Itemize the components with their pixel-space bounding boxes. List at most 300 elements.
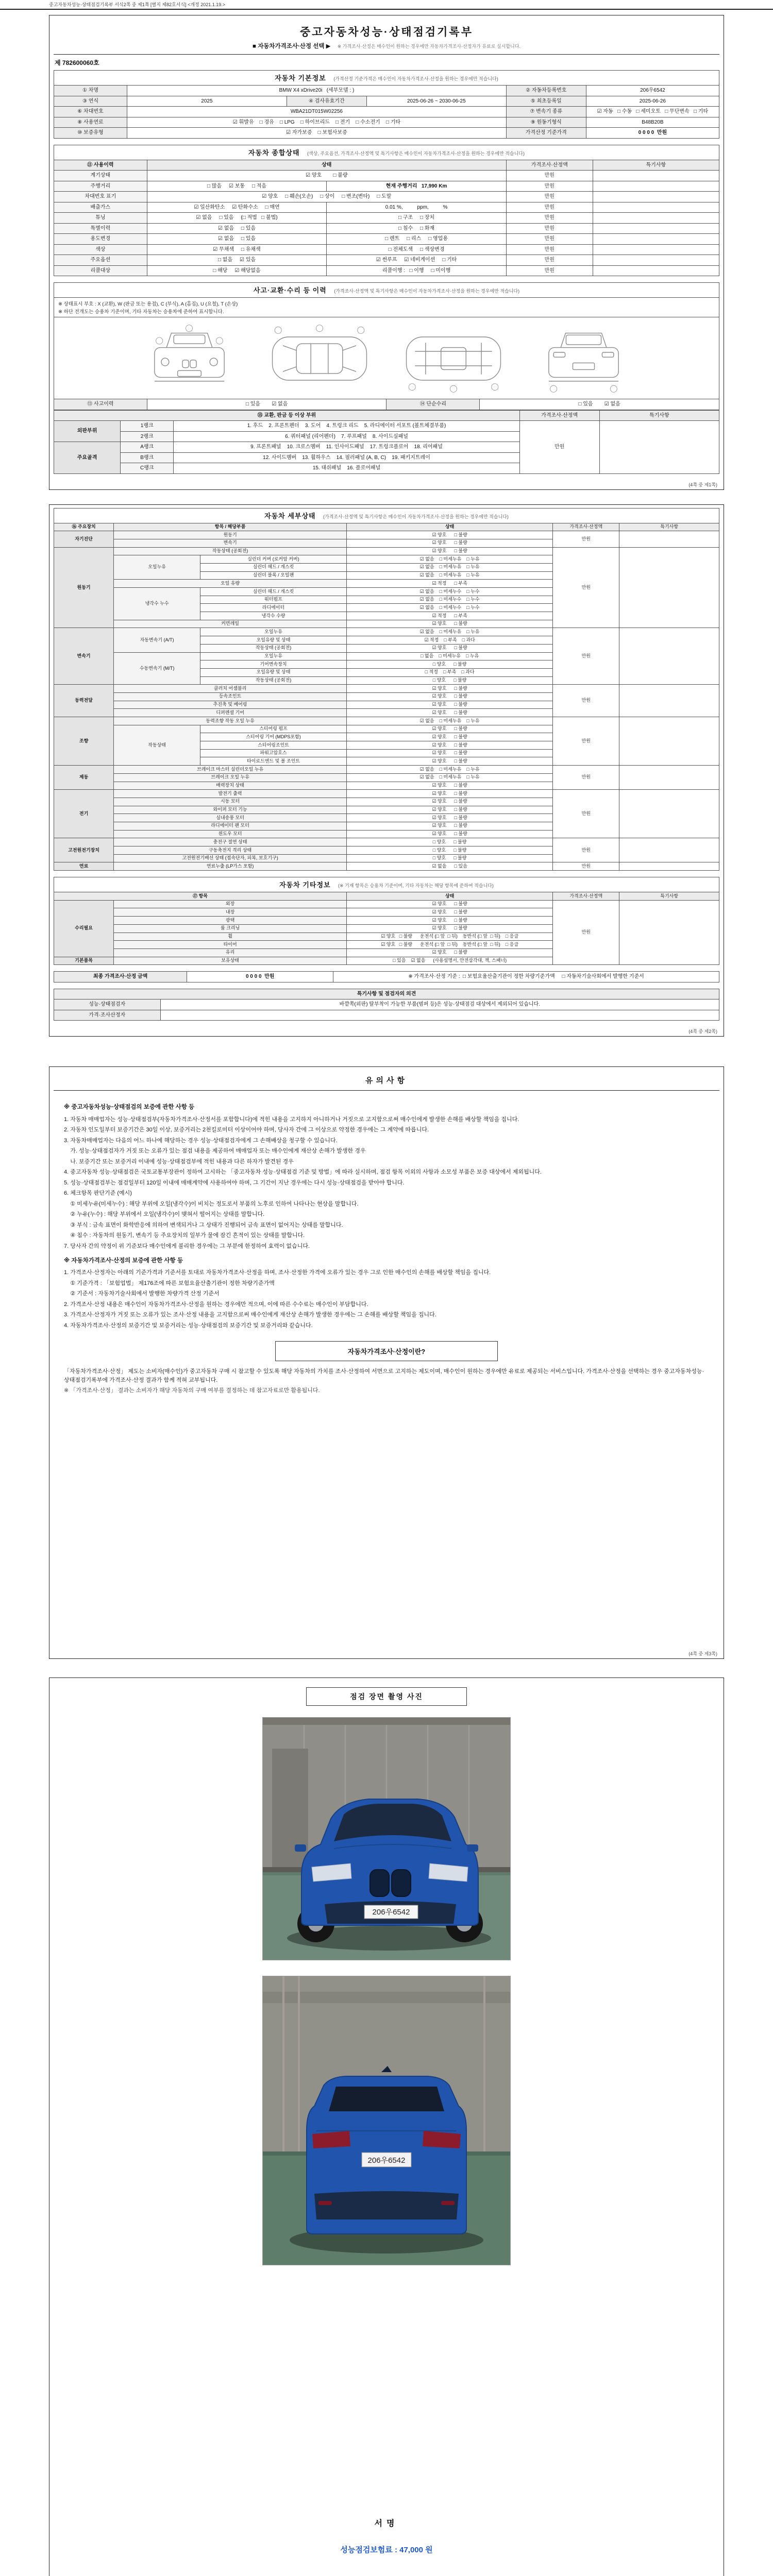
table-cell: 리콜이행 : □ 이행 □ 미이행 [327,265,507,276]
table-cell: 디퍼렌셜 기어 [114,709,347,717]
table-cell: 12. 사이드멤버 13. 휠하우스 14. 필러패널 (A, B, C) 19. 패키지트레이 [174,452,519,463]
table-row [54,838,719,846]
table-cell: ☑ 양호 □ 불량 [347,790,553,798]
detail-condition-table [54,523,719,871]
table-row [54,410,719,421]
table-row [54,685,719,693]
table-cell: 오일누유 [114,555,200,580]
table-cell: 특기사항 [619,523,719,531]
section-accident-header [54,282,719,297]
table-cell: B48B20B [586,117,719,128]
table-cell: ☑ 없음 □ 미세누유 □ 누유 [347,766,553,774]
table-cell: 6. 쿼터패널 (리어펜더) 7. 루프패널 8. 사이드실패널 [174,431,519,442]
table-cell: ☑ 양호 □ 불량 [347,822,553,830]
table-cell: 가격·조사산정자 [54,1010,161,1021]
section-title: 자동차 기본정보 [275,74,326,82]
notice-line: 5. 성능·상태점검부는 점검일부터 120일 이내에 매매계약에 사용하여야 하며, 그 기간이 지난 경우에는 다시 성능·상태점검을 받아야 합니다. [64,1179,405,1186]
photo-rear-illustration [263,1976,510,2265]
table-cell: 계기상태 [54,171,147,181]
table-cell: 15. 대쉬패널 16. 플로어패널 [174,463,519,474]
table-cell: C랭크 [121,463,174,474]
notice-line: 2. 자동차 인도일부터 보증기간은 30일 이상, 보증거리는 2천킬로미터 이상이어야 하며, 당사자 간에 그 이상으로 약정한 경우에는 그 계약에 따릅니다. [64,1127,429,1133]
table-cell: ⑯ 주요장치 [54,523,114,531]
table-cell: ☑ 무채색 □ 유채색 [147,244,327,255]
table-cell [619,531,719,547]
table-cell: ☑ 양호 □ 불량 [147,171,506,181]
table-cell: ☑ 양호 □ 불량 [347,814,553,822]
table-row [54,717,719,725]
notice-line: 3. 가격조사·산정자가 거짓 또는 오류가 있는 조사·산정 내용을 고지함으로써 매수인에게 재산상 손해가 발생한 경우에는 그 손해를 배상할 책임을 집니다. [64,1312,436,1318]
table-cell [593,255,719,266]
table-row [54,1010,719,1021]
notice-line: 가. 성능·상태점검자가 거짓 또는 오류가 있는 점검 내용을 제공하여 매매업자 또는 매수인에게 재산상 손해가 발생한 경우 [64,1148,366,1154]
table-cell [593,265,719,276]
table-row [54,989,719,999]
table-cell: 기어변속장치 [200,660,347,669]
table-cell: 만원 [506,171,593,181]
table-cell: 만원 [553,766,619,790]
etc-info-table [54,892,719,965]
table-cell: ☑ 양호 □ 불량 [347,900,553,908]
document-number: 제 782600060호 [55,59,99,66]
table-cell: 시동 모터 [114,798,347,806]
table-cell: ☑ 적정 □ 부족 □ 과다 [347,636,553,645]
table-cell: 광택 [114,917,347,925]
signature-area [54,2517,719,2576]
table-cell: 클러치 어셈블리 [114,685,347,693]
table-row [54,96,719,107]
table-cell: 만원 [553,531,619,547]
table-cell: ☑ 양호 □ 불량 [347,692,553,701]
table-cell: 만원 [506,181,593,192]
table-cell: ① 차명 [54,86,127,96]
table-cell: ☑ 양호 □ 불량 [347,749,553,757]
table-cell [160,1010,719,1021]
table-cell: 특기사항 [619,892,719,901]
legend-line: ※ 하단 전개도는 승용차 기준이며, 기타 자동차는 승용차에 준하여 표시합니다. [58,309,224,315]
price-select-note: ※ 가격조사·산정은 매수인이 원하는 경우에만 자동차가격조사·산정자가 유료로 실시합니다. [337,44,520,49]
table-cell: ☑ 없음 □ 미세누유 □ 누유 [347,563,553,571]
table-cell: ☑ 없음 □ 미세누유 □ 누유 [347,571,553,580]
table-cell: 만원 [506,192,593,202]
table-cell: ⑤ 최초등록일 [506,96,586,107]
table-cell: ☑ 양호 □ 불량 [347,644,553,652]
table-cell: ☑ 휘발유 □ 경유 □ LPG □ 하이브리드 □ 전기 □ 수소전기 □ 기타 [127,117,507,128]
inspection-photo-front [262,1717,511,1960]
table-cell [593,171,719,181]
table-cell: 특기사항 및 점검자의 의견 [54,989,719,999]
table-cell [593,192,719,202]
table-cell: 206우6542 [586,86,719,96]
table-row [54,628,719,636]
table-cell: 연료누출 (LP가스 포함) [114,862,347,871]
table-cell: 룸 크리닝 [114,924,347,933]
table-cell: 가격조사·산정액 [553,892,619,901]
inspector-opinion-table [54,989,719,1021]
table-cell: □ 없음 □ 미세누유 □ 누유 [347,652,553,660]
table-cell: ☑ 양호 □ 불량 [347,924,553,933]
car-diagram-front [137,323,242,395]
table-cell: 만원 [553,628,619,685]
table-cell: ☑ 적정 □ 부족 [347,580,553,588]
sheet-1 [49,15,724,490]
table-cell: ⑮ 교환, 판금 등 이상 부위 [54,410,520,421]
table-cell: ☑ 양호 □ 불량 [347,701,553,709]
section-detail-header [54,508,719,523]
table-cell: 만원 [506,223,593,234]
table-cell: □ 있음 ☑ 없음 [480,399,719,410]
table-row [54,790,719,798]
table-cell: ⑭ 단순수리 [386,399,480,410]
table-cell: 보유상태 [114,957,347,965]
table-cell: 동력조향 작동 오일 누유 [114,717,347,725]
table-cell: ☑ 없음 □ 있음 [347,862,553,871]
section-note: (가격조사·산정액 및 특기사항은 매수인이 자동차가격조사·산정을 원하는 경우에만 적습니다) [323,514,509,519]
table-cell: ⑧ 사용연료 [54,117,127,128]
table-cell: ☑ 양호 □ 불량 [347,908,553,917]
license-plate-text-rear: 206우6542 [367,2156,406,2165]
accident-history-table [54,399,719,410]
table-cell: 구동축전지 격리 상태 [114,846,347,855]
table-cell: 2025 [127,96,287,107]
table-cell: 작동상태 [114,725,200,765]
table-cell [619,685,719,717]
car-diagram-top [263,323,376,395]
table-cell: ☑ 없음 □ 미세누수 □ 누수 [347,596,553,604]
table-cell: ☑ 없음 □ 미세누유 □ 누유 [347,717,553,725]
table-cell: 냉각수 수량 [200,612,347,620]
table-cell: 수리필요 [54,900,114,957]
table-cell: 스티어링조인트 [200,741,347,750]
table-row [54,234,719,245]
table-cell: ⑦ 변속기 종류 [506,107,586,117]
table-cell: 바깥쪽(외판) 탈부착이 가능한 부품(범퍼 등)은 성능·상태점검 대상에서 제외되어 있습니다. [160,999,719,1010]
section-title: 자동차 기타정보 [279,881,331,889]
table-cell: 만원 [553,717,619,766]
price-definition-box: 자동차가격조사·산정이란? [275,1341,498,1361]
car-diagram-rear [531,323,636,395]
table-cell: ☑ 양호 □ 불량 운전석 (□ 앞 □ 뒤) 동반석 (□ 앞 □ 뒤) □ 응급 [347,933,553,941]
table-cell: 라디에이터 팬 모터 [114,822,347,830]
inspection-photo-rear [262,1976,511,2265]
table-cell: ☑ 양호 □ 불량 운전석 (□ 앞 □ 뒤) 동반석 (□ 앞 □ 뒤) □ 응급 [347,941,553,949]
table-row [54,107,719,117]
table-cell: ☑ 양호 □ 불량 [347,917,553,925]
table-cell: 실내송풍 모터 [114,814,347,822]
exchange-repair-table [54,410,719,474]
table-cell: □ 있음 ☑ 없음 [147,399,386,410]
table-cell: 만원 [506,255,593,266]
table-cell: ☑ 양호 □ 불량 [347,806,553,814]
table-cell: 커먼레일 [114,620,347,628]
table-cell: 만원 [506,265,593,276]
table-cell [619,766,719,790]
notice-line: 4. 중고자동차 성능·상태점검은 국토교통부장관이 정하여 고시하는 「중고자동차 성능·상태점검 기준 및 방법」에 따라 실시하며, 점검 항목 이외의 사항과 소모성 부품은 보증 대상에서 제외됩니다. [64,1169,542,1175]
table-cell: 상태 [147,160,506,171]
table-cell: ☑ 양호 □ 불량 [347,741,553,750]
final-price-table [54,971,719,982]
table-cell: 배출가스 [54,202,147,213]
table-cell: 수동변속기 (M/T) [114,652,200,685]
table-cell: 상태 [347,523,553,531]
table-cell [619,717,719,766]
table-cell: ☑ 양호 □ 불량 [347,948,553,957]
table-cell: 기본품목 [54,957,114,965]
table-cell [619,862,719,871]
table-row [54,531,719,539]
table-cell: 0 0 0 0 만원 [586,128,719,139]
table-cell: 윈도우 모터 [114,830,347,838]
form-reference: 중고자동차성능·상태점검기록부 서식2쪽 중 제1쪽 [별지 제82호서식] <개정 2021.1.19.> [49,2,226,7]
table-cell: 가격조사·산정액 [553,523,619,531]
table-cell: 가격조사·산정액 [519,410,599,421]
table-cell: ☑ 적정 □ 부족 [347,612,553,620]
table-cell: 타이로드엔드 및 볼 조인트 [200,757,347,766]
notice-footnote: ※ 「가격조사·산정」 결과는 소비자가 해당 자동차의 구매 여부를 결정하는 데 참고자료로만 활용됩니다. [64,1387,320,1394]
table-cell: □ 해당 ☑ 해당없음 [147,265,327,276]
table-cell: ☑ 없음 □ 있음 [147,234,327,245]
table-cell [593,244,719,255]
table-cell: 실린더 커버 (로커암 커버) [200,555,347,564]
legend-line: ※ 상태표시 부호 : X (교환), W (판금 또는 용접), C (부식), A (흠집), U (요철), T (손상) [58,301,238,307]
table-row [54,160,719,171]
table-cell: 만원 [519,421,599,474]
table-row [54,192,719,202]
table-cell: 변속기 [114,539,347,547]
table-row [54,202,719,213]
table-cell: 자기진단 [54,531,114,547]
notice-line: ② 누유(누수) : 해당 부위에서 오일(냉각수)이 맺혀서 떨어지는 상태를 말합니다. [64,1211,265,1217]
table-cell [619,838,719,862]
table-cell: □ 구조 □ 장치 [327,213,507,224]
table-cell: A랭크 [121,442,174,453]
notice-line: ① 미세누유(미세누수) : 해당 부위에 오일(냉각수)이 비치는 정도로서 부품의 노후로 인하여 나타나는 현상을 말합니다. [64,1200,359,1207]
table-row [54,547,719,555]
table-cell: 작동상태 (공회전) [200,644,347,652]
table-cell: 스티어링 기어 (MDPS포함) [200,733,347,741]
table-cell: 만원 [553,790,619,838]
table-cell: 1랭크 [121,421,174,432]
table-cell: 원동기 [54,547,114,628]
table-cell: 오일누유 [200,652,347,660]
notice-line: 6. 체크항목 판단기준 (예시) [64,1190,132,1196]
table-cell: 유리 [114,948,347,957]
blank-space [54,2281,719,2513]
price-select-row [54,42,719,50]
table-cell: 9. 프론트패널 10. 크로스멤버 11. 인사이드패널 17. 트렁크플로어 18. 리어패널 [174,442,519,453]
table-cell: 외판부위 [54,421,121,442]
table-cell: □ 양호 □ 불량 [347,838,553,846]
table-cell: ④ 검사유효기간 [287,96,366,107]
table-cell: 0.01 %, ppm, % [327,202,507,213]
table-cell: 주요옵션 [54,255,147,266]
table-cell [593,234,719,245]
table-row [54,223,719,234]
table-cell: ☑ 없음 □ 미세누수 □ 누수 [347,604,553,612]
table-cell [593,202,719,213]
table-cell: 브레이크 마스터 실린더오일 누유 [114,766,347,774]
table-cell: 와이퍼 모터 기능 [114,806,347,814]
table-cell: BMW X4 xDrive20i (세부모델 : ) [127,86,507,96]
table-row [54,181,719,192]
table-row [54,171,719,181]
table-cell: 만원 [553,547,619,628]
table-row [54,265,719,276]
table-cell: 제동 [54,766,114,790]
table-cell: 만원 [506,202,593,213]
table-cell: 내장 [114,908,347,917]
table-cell: ⑰ 항목 [54,892,347,901]
table-row [54,523,719,531]
table-cell: 고전원전기장치 [54,838,114,862]
table-cell: 상태 [347,892,553,901]
table-cell: 작동상태 (공회전) [114,547,347,555]
table-cell: 추진축 및 베어링 [114,701,347,709]
table-cell: ☑ 없음 □ 미세누유 □ 누유 [347,555,553,564]
table-cell: 고전원전기배선 상태 (접속단자, 피복, 보호기구) [114,854,347,862]
table-cell: 동력전달 [54,685,114,717]
signature-title: 서명 [374,2519,399,2529]
table-cell: □ 많음 ☑ 보통 □ 적음 [147,181,327,192]
notice-line: 나. 보증기간 또는 보증거리 이내에 성능·상태점검부에 적힌 내용과 다른 하자가 발견된 경우 [64,1158,294,1165]
table-cell: 브레이크 오일 누유 [114,773,347,782]
table-cell: 2025-06-26 [586,96,719,107]
top-rule [0,9,773,10]
table-row [54,399,719,410]
table-row [54,766,719,774]
notice-section-title: ※ 자동차가격조사·산정의 보증에 관한 사항 등 [64,1258,183,1264]
table-cell: 외장 [114,900,347,908]
page-note: (4쪽 중 제1쪽) [688,482,717,487]
table-cell: ☑ 양호 □ 불량 [347,539,553,547]
table-cell: 특기사항 [593,160,719,171]
table-cell: □ 양호 □ 불량 [347,660,553,669]
notice-line: ③ 부식 : 금속 표면이 화학반응에 의하여 변색되거나 그 상태가 진행되어 금속 표면이 없어지는 상태를 말합니다. [64,1222,343,1228]
table-cell: 만원 [553,900,619,965]
table-cell: ⑨ 원동기형식 [506,117,586,128]
table-cell: ⑥ 차대번호 [54,107,127,117]
notice-line: 7. 당사자 간의 약정이 위 기준보다 매수인에게 불리한 경우에는 그 부분에 한정하여 효력이 없습니다. [64,1243,310,1249]
table-cell: 최종 가격조사·산정 금액 [54,972,187,982]
notice-title: 유의사항 [54,1070,719,1091]
table-cell: 오일유량 및 상태 [200,668,347,676]
notice-line: ① 기준가격 : 「보험업법」 제176조에 따른 보험요율산출기관이 정한 차량기준가액 [64,1280,275,1286]
price-definition-text: 「자동차가격조사·산정」 제도는 소비자(매수인)가 중고자동차 구매 시 참고할 수 있도록 해당 자동차의 가치를 조사·산정하여 서면으로 고지하는 제도이며, 매수인이 원하는 경우에만 유료로 제공되는 서비스입니다. 가격조사·산정을 선택하는 경우 중고자동차성능·상태점검기록부에 가격조사·산정 결과가 함께 적혀 교부됩니다. [64,1368,704,1383]
table-cell: 조향 [54,717,114,766]
table-cell: ☑ 양호 □ 불량 [347,547,553,555]
table-cell: ※ 가격조사·산정 기준 : □ 보험요율산출기관이 정한 차량기준가액 □ 자동차기술사회에서 발행한 기준서 [333,972,719,982]
table-cell [599,421,719,474]
car-diagram-underbody [397,323,510,395]
accident-legend [54,297,719,317]
table-cell: □ 양호 □ 불량 [347,854,553,862]
table-cell: ☑ 없음 □ 있음 (□ 적법 □ 불법) [147,213,327,224]
license-plate-text-front: 206우6542 [372,1908,410,1917]
table-cell: 워터펌프 [200,596,347,604]
table-cell: 실린더 블록 / 오일팬 [200,571,347,580]
table-cell: 2랭크 [121,431,174,442]
table-cell: ☑ 양호 □ 불량 [347,782,553,790]
table-cell: ☑ 양호 □ 불량 [347,798,553,806]
table-cell: □ 있음 ☑ 없음 (사용설명서, 안전삼각대, 잭, 스패너) [347,957,553,965]
table-cell: 발전기 출력 [114,790,347,798]
table-cell: □ 없음 ☑ 있음 [147,255,327,266]
notice-line: 4. 자동차가격조사·산정의 보증기간 및 보증거리는 성능·상태점검의 보증기간 및 보증거리와 같습니다. [64,1322,313,1329]
table-cell: 스티어링 펌프 [200,725,347,733]
table-cell: 성능·상태점검자 [54,999,161,1010]
table-cell: B랭크 [121,452,174,463]
car-panel-diagrams [54,317,719,399]
table-cell: ☑ 양호 □ 불량 [347,757,553,766]
section-note: (※ 기재 항목은 승용차 기준이며, 기타 자동차는 해당 항목에 준하여 적습니다) [338,883,494,889]
table-cell [619,547,719,628]
table-row [54,892,719,901]
table-row [54,421,719,432]
table-cell: 만원 [553,685,619,717]
table-cell: □ 전체도색 □ 색상변경 [327,244,507,255]
table-cell: ☑ 없음 □ 미세누유 □ 누유 [347,628,553,636]
table-cell: □ 적정 □ 부족 □ 과다 [347,668,553,676]
notice-line: 1. 가격조사·산정자는 아래의 기준가격과 기준서를 토대로 자동차가격조사·산정을 하며, 조사·산정한 가격에 오류가 있는 경우 그로 인한 매수인의 손해를 배상할 책임을 집니다. [64,1269,491,1276]
table-cell: 오일누유 [200,628,347,636]
table-cell: ⑩ 보증유형 [54,128,127,139]
table-row [54,972,719,982]
table-cell: 가격산정 기준가격 [506,128,586,139]
section-note: (색상, 주요옵션, 가격조사·산정액 및 특기사항은 매수인이 자동차가격조사·산정을 원하는 경우에만 적습니다) [307,150,525,156]
table-cell: ☑ 없음 □ 미세누수 □ 누수 [347,588,553,596]
table-cell: 실린더 헤드 / 개스킷 [200,563,347,571]
table-cell: 특기사항 [599,410,719,421]
table-cell: ☑ 자가보증 □ 보험사보증 [127,128,507,139]
sheet-4-photos [49,1677,724,2576]
sheet-2 [49,504,724,1037]
overall-condition-table [54,160,719,277]
notice-section-title: ※ 중고자동차성능·상태점검의 보증에 관한 사항 등 [64,1104,195,1111]
section-overall-header [54,145,719,160]
table-cell: 배력장치 상태 [114,782,347,790]
table-cell [593,181,719,192]
table-cell: 변속기 [54,628,114,685]
table-cell: □ 렌트 □ 리스 □ 영업용 [327,234,507,245]
table-cell: 1. 후드 2. 프론트펜더 3. 도어 4. 트렁크 리드 5. 라디에이터 서포트 (볼트체결부품) [174,421,519,432]
notice-section-1 [64,1115,709,1251]
section-title: 자동차 세부상태 [264,512,316,520]
table-cell: 리콜대상 [54,265,147,276]
table-cell: 차대번호 표기 [54,192,147,202]
table-cell: 작동상태 (공회전) [200,676,347,685]
table-cell: 만원 [506,213,593,224]
document-header [54,19,719,55]
table-cell: ☑ 양호 □ 불량 [347,685,553,693]
table-cell [619,628,719,685]
table-cell [593,223,719,234]
table-cell: 튜닝 [54,213,147,224]
notice-line: 2. 가격조사·산정 내용은 매수인이 자동차가격조사·산정을 원하는 경우에만 적으며, 이에 따른 수수료는 매수인이 부담합니다. [64,1301,368,1308]
page-note: (4쪽 중 제3쪽) [688,1651,717,1657]
table-cell: 만원 [553,862,619,871]
table-cell: 전기 [54,790,114,838]
table-cell: 실린더 헤드 / 개스킷 [200,588,347,596]
table-cell: 만원 [553,838,619,862]
section-title: 사고·교환·수리 등 이력 [253,286,327,294]
table-cell: □ 양호 □ 불량 [347,846,553,855]
table-cell: 만원 [506,244,593,255]
table-cell: 냉각수 누수 [114,588,200,620]
notice-line: 1. 자동차 매매업자는 성능·상태점검부(자동차가격조사·산정서를 포함합니다)에 적힌 내용을 고지하지 아니하거나 거짓으로 고지함으로써 매수인에게 발생한 손해를 배상할 책임을 집니다. [64,1116,519,1123]
page-note: (4쪽 중 제2쪽) [688,1029,717,1035]
table-cell: 만원 [506,234,593,245]
table-cell: WBA21DT015W02256 [127,107,507,117]
